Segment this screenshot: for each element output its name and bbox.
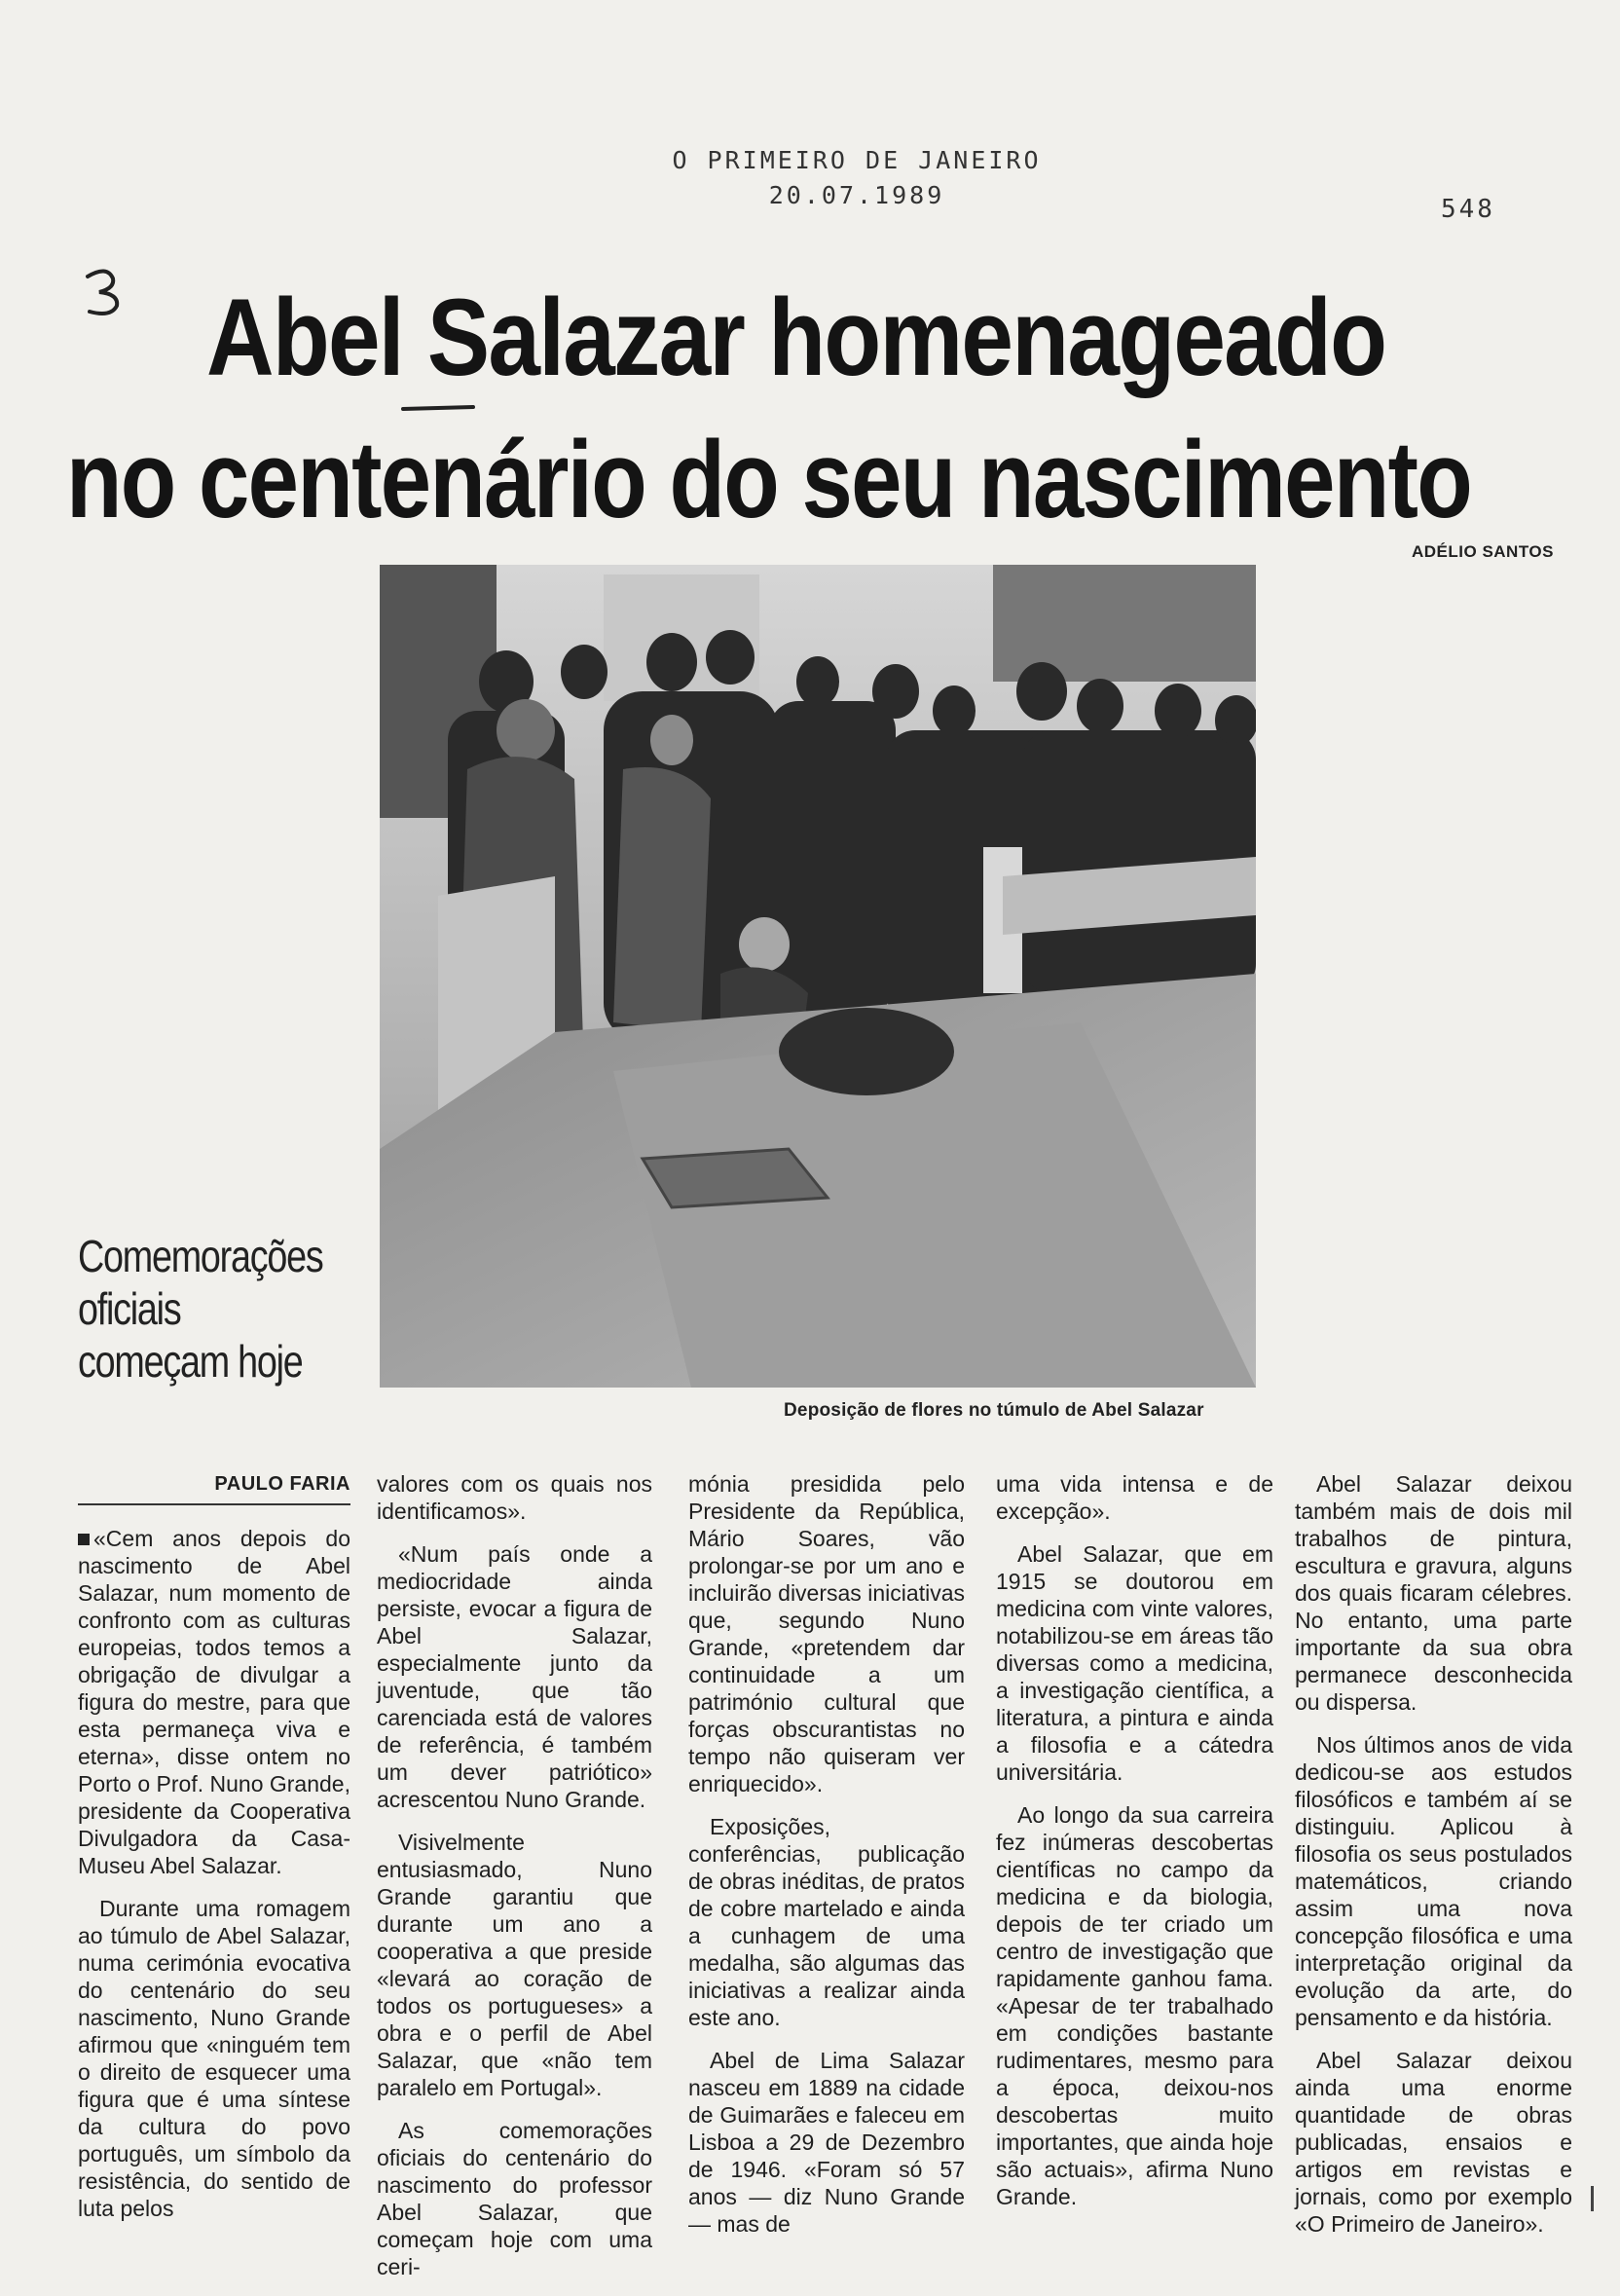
paragraph: valores com os quais nos identificamos». [377, 1471, 652, 1524]
subheadline [78, 1230, 370, 1388]
margin-mark [1591, 2186, 1594, 2211]
publication-date-stamp: 20.07.1989 [768, 181, 945, 209]
page-number: 548 [1441, 195, 1495, 224]
subheadline-line-3: começam hoje [78, 1336, 303, 1387]
paragraph: Abel Salazar, que em 1915 se doutorou em medicina com vinte valores, notabilizou-se em áreas tão diversas como a medicina, a investigação científica, a literatura, a pintura e ainda a filosofia e a cátedra universitária. [996, 1541, 1273, 1785]
paragraph: Nos últimos anos de vida dedicou-se aos estudos filosóficos e também aí se distinguiu. Aplicou à filosofia os seus postulados matemáticos, criando assim uma nova concepção filosófica e uma interpretação original da evolução da arte, do pensamento e da história. [1295, 1732, 1572, 2030]
headline-line-1: Abel Salazar homenageado [206, 277, 1386, 398]
paragraph: As comemorações oficiais do centenário do nascimento do professor Abel Salazar, que começam hoje com uma ceri- [377, 2118, 652, 2279]
photo-caption: Deposição de flores no túmulo de Abel Salazar [784, 1400, 1204, 1421]
article-column-3 [688, 1470, 965, 2253]
paragraph: «Num país onde a mediocridade ainda persiste, evocar a figura de Abel Salazar, especialmente junto da juventude, que tão carenciada está de valores de referência, é também um dever patriótico» acrescentou Nuno Grande. [377, 1541, 652, 1812]
paragraph: Abel de Lima Salazar nasceu em 1889 na cidade de Guimarães e faleceu em Lisboa a 29 de Dezembro de 1946. «Foram só 57 anos — diz Nuno Grande — mas de [688, 2048, 965, 2237]
newspaper-name-stamp: O PRIMEIRO DE JANEIRO [672, 146, 1042, 174]
hand-underline-mark [399, 401, 477, 415]
article-column-2 [377, 1470, 652, 2296]
paragraph: mónia presidida pelo Presidente da República, Mário Soares, vão prolongar-se por um ano e incluirão diversas iniciativas que, segundo Nuno Grande, «pretendem dar continuidade a um património cultural que forças obscurantistas no tempo não quiseram ver enriquecido». [688, 1471, 965, 1796]
subheadline-line-2: oficiais [78, 1283, 181, 1334]
news-photo-flower-laying [380, 565, 1256, 1388]
paragraph: uma vida intensa e de excepção». [996, 1471, 1273, 1524]
byline: PAULO FARIA [78, 1470, 350, 1505]
article-column-4 [996, 1470, 1273, 2226]
bullet-mark [78, 1534, 90, 1545]
photo-credit: ADÉLIO SANTOS [1412, 542, 1554, 561]
paragraph: Visivelmente entusiasmado, Nuno Grande garantiu que durante um ano a cooperativa a que preside «levará ao coração de todos os portugueses» a obra e o perfil de Abel Salazar, que «não tem paralelo em Portugal». [377, 1830, 652, 2100]
paragraph: Abel Salazar deixou também mais de dois mil trabalhos de pintura, escultura e gravura, alguns dos quais ficaram célebres. No entanto, uma parte importante da sua obra permanece desconhecida ou dispersa. [1295, 1471, 1572, 1715]
headline-line-2: no centenário do seu nascimento [66, 419, 1472, 540]
paragraph: Ao longo da sua carreira fez inúmeras descobertas científicas no campo da medicina e da biologia, depois de ter criado um centro de investigação que rapidamente ganhou fama. «Apesar de ter trabalhado em condições bastante rudimentares, mesmo para a época, deixou-nos descobertas muito importantes, que ainda hoje são actuais», afirma Nuno Grande. [996, 1802, 1273, 2209]
handwritten-number-mark [78, 263, 136, 321]
article-column-1 [78, 1470, 350, 2238]
paragraph: Exposições, conferências, publicação de obras inéditas, de pratos de cobre martelado e ainda a cunhagem de uma medalha, são algumas das iniciativas a realizar ainda este ano. [688, 1814, 965, 2030]
article-column-5 [1295, 1470, 1572, 2253]
paragraph: Durante uma romagem ao túmulo de Abel Salazar, numa cerimónia evocativa do centenário do seu nascimento, Nuno Grande afirmou que «ninguém tem o direito de esquecer uma figura que é uma síntese da cultura do povo português, um símbolo da resistência, do sentido de luta pelos [78, 1896, 350, 2221]
paragraph: «Cem anos depois do nascimento de Abel Salazar, num momento de confronto com as culturas europeias, todos temos a obrigação de divulgar a figura do mestre, para que esta permaneça viva e eterna», disse ontem no Porto o Prof. Nuno Grande, presidente da Cooperativa Divulgadora da Casa-Museu Abel Salazar. [78, 1526, 350, 1878]
subheadline-line-1: Comemorações [78, 1231, 323, 1281]
paragraph: Abel Salazar deixou ainda uma enorme quantidade de obras publicadas, ensaios e artigos em revistas e jornais, como por exemplo «O Primeiro de Janeiro». [1295, 2048, 1572, 2237]
